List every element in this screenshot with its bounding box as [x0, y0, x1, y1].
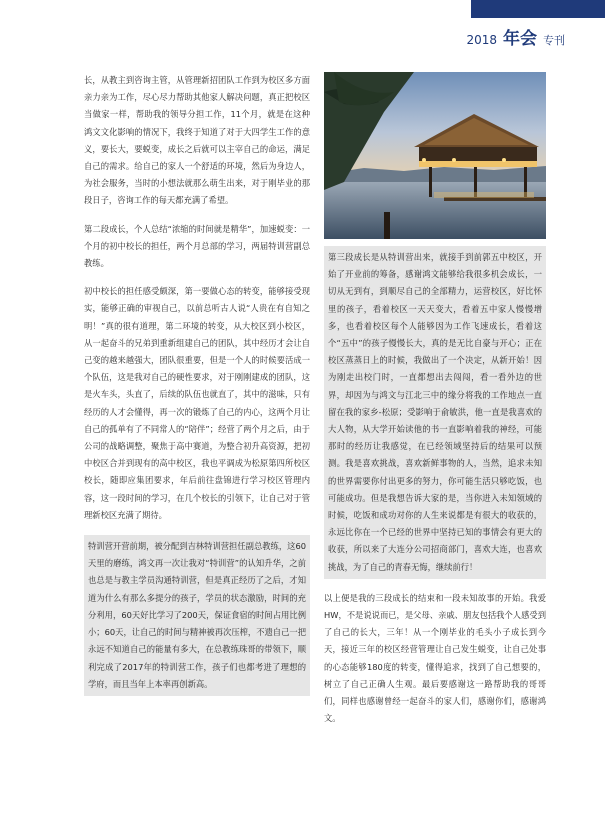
photo-icon: [324, 72, 546, 239]
paragraph: 第二段成长，个人总结“浓缩的时间就是精华”，加速蜕变：一个月的初中校长的担任，两个月总部的学习，两届特训营副总教练。: [84, 223, 310, 269]
top-color-bar: [471, 0, 605, 18]
highlighted-paragraph: 第三段成长是从特训营出来，就接手到前郭五中校区，开始了开业前的筹备，感谢鸿文能够给我很多机会成长，一切从无到有，到顺尽自己的全部精力，运营校区，好比怀里的孩子，看着校区一天天变大，看着五中家人慢慢增多，也看着校区每个人能够因为工作飞速成长，看着这个“五中”的孩子慢慢长大，真的是无比自豪与开心；正在校区蒸蒸日上的时候，我做出了一个决定，从新开始！因为刚走出校门时，一直都想出去闯闯，看一看外边的世界，却因为与鸿文与江北三中的缘分将我的工作地点一直留在我的家乡-松原；受影响于俞敏洪，他一直是我喜欢的大人物，从大学开始读他的书一直影响着我的神经，可能那时的经历让我感觉，在已经领域坚持后的结果可以预测。我是喜欢挑战，喜欢新鲜事物的人，当然，追求未知的世界需要你付出更多的努力，你可能生活只够吃饭，也可能成功。但是我想告诉大家的是，当你进入未知领域的时候，吃饭和成功对你的人生来说都是有很大的收获的，永远比你在一个已经的世界中坚持已知的事情会有更大的收获，所以来了大连分公司招商部门，喜欢大连，也喜欢挑战，为了自己的青春无悔，继续前行！: [324, 246, 546, 579]
page-header: [466, 24, 565, 49]
header-subtitle: 专刊: [543, 34, 565, 47]
header-title: 年会: [503, 29, 537, 49]
paragraph: 初中校长的担任感受颇深，第一要做心态的转变，能够接受现实，能够正确的审视自己，以前总听古人说“人贵在有自知之明！”真的很有道理，第二环境的转变，从大校区到小校区，从一起奋斗的兄弟到重新组建自己的团队，其中经历才会让自己变的越来越强大，团队很重要，但是一个人的时候要活成一个队伍，这是我对自己的硬性要求，对于刚刚建成的团队，这是火车头，头直了，后续的队伍也就直了，其中的滋味，只有经历的人才会懂得，再一次的锻炼了自己的内心，这两个月让自己的孤单有了不同常人的“陪伴”；经营了两个月之后，由于公司的战略调整，聚焦于高中赛道，为整合初升高资源，把初中校区合并到现有的高中校区，我也平调成为松原第四所校区校长，随即应集团要求，年后前往盘锦进行学习校区管理内容，这一段时间的学习，在几个校长的引领下，让自己对于管理新校区充满了期待。: [84, 286, 310, 520]
left-column: [84, 72, 310, 707]
header-year: 2018: [466, 33, 497, 47]
paragraph: 长，从教主到咨询主管，从管理新招团队工作到为校区多方面亲力亲为工作，尽心尽力帮助其他家人解决问题，真正把校区当做家一样，帮助我的领导分担工作，11个月，就是在这种鸿文文化影响的情况下，我终于知道了对于大四学生工作的意义，要长大，要蜕变，成长之后就可以主宰自己的命运，满足自己的需求。给自己的家人一个舒适的环境，然后为身边人，为社会服务，当时的小想法就那么萌生出来，对于刚毕业的那段日子，咨询工作的每天都充满了希望。: [84, 75, 310, 206]
right-column: [324, 246, 546, 738]
resort-photo: [324, 72, 546, 239]
highlighted-paragraph: 特训营开营前期，被分配到吉林特训营担任副总教练，这60天里的磨练，鸿文再一次让我对“特训营”的认知升华，之前也总是与教主学员沟通特训营，但是真正经历了之后，才知道为什么有那么多提分的孩子，学员的状态激励，时间的充分利用，60天好比学习了200天，保证食宿的时间占用比例小；60天，让自己的时间与精神被再次压榨，不遗自己一把永远不知道自己的能量有多大，在总教练珠哥的带领下，顺利完成了2017年的特训营工作，孩子们也都考进了理想的学府，而且当年上本率再创新高。: [84, 535, 310, 696]
paragraph: 以上便是我的三段成长的结束和一段未知故事的开始。我爱HW，不是说说而已，是父母、亲戚、朋友包括我个人感受到了自己的长大，三年！从一个刚毕业的毛头小子成长到今天，接近三年的校区经营管理让自己发生蜕变，让自己处事的心态能够180度的转变，懂得追求，找到了自己想要的，树立了自己正确人生观。最后要感谢这一路帮助我的哥哥们，同样也感谢曾经一起奋斗的家人们，感谢你们，感谢鸿文。: [324, 592, 546, 724]
